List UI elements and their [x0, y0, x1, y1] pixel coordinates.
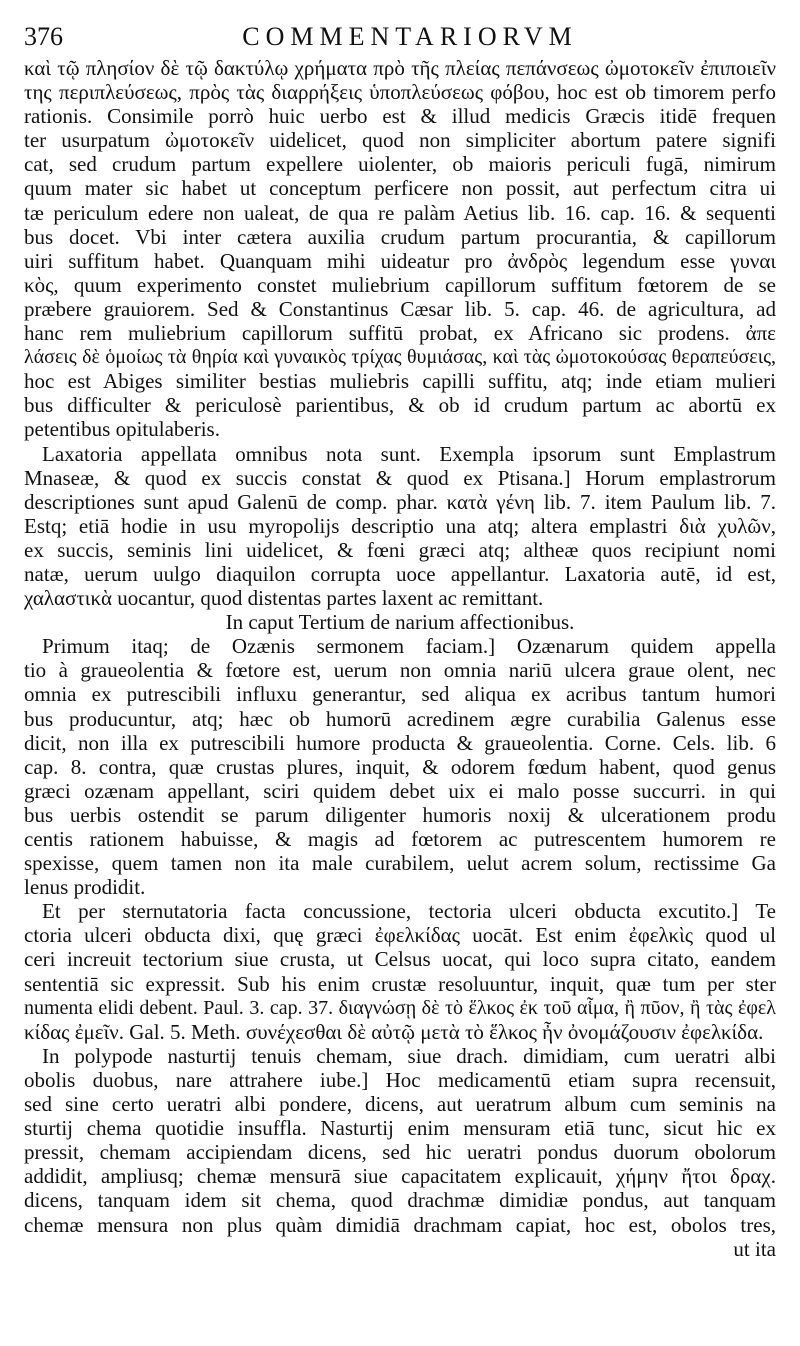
text-line: ex succis, seminis lini uidelicet, & fœni græci atq; altheæ quos recipiunt nomi — [24, 537, 776, 562]
catchword: ut ita — [733, 1236, 776, 1261]
text-line: centis rationem habuisse, & magis ad fœtorem ac putrescentem humorem re — [24, 827, 776, 851]
text-line: bus difficulter & periculosè parientibus, & ob id crudum partum ac abortū ex — [24, 393, 776, 418]
text-line: κίδας ἐμεῖν. Gal. 5. Meth. συνέχεσθαι δὲ αὐτῷ μετὰ τὸ ἕλκος ἦν ὀνομάζουσιν ἐφελκίδα. — [24, 1019, 764, 1044]
text-line: tio à graueolentia & fœtore est, uerum non omnia nariū ulcera graue olent, nec — [24, 658, 776, 683]
text-line: obolis duobus, nare attrahere iube.] Hoc medicamentū etiam supra recensuit, — [24, 1067, 776, 1092]
page-header — [0, 22, 800, 56]
text-line: της περιπλεύσεως, πρὸς τὰς διαρρήξεις ὑποπλεύσεως φόβου, hoc est ob timorem perfo — [24, 80, 776, 105]
text-line: sed sine certo ueratri albi pondere, dicens, aut ueratrum album cum seminis na — [24, 1092, 776, 1117]
text-line: χαλαστικὰ uocantur, quod distentas partes laxent ac remittant. — [24, 586, 544, 611]
text-line: rationis. Consimile porrò huic uerbo est & illud medicis Græcis itidē frequen — [24, 104, 776, 129]
running-title: COMMENTARIORVM — [242, 22, 578, 51]
text-line: λάσεις δὲ ὁμοίως τὰ θηρία καὶ γυναικὸς τρίχας θυμιάσας, καὶ τὰς ὠμοτοκούσας θεραπεύσεις, — [24, 346, 776, 369]
text-line: ctoria ulceri obducta dixi, quę græci ἐφελκίδας uocāt. Est enim ἐφελκὶς quod ul — [24, 923, 776, 948]
text-line: Laxatoria appellata omnibus nota sunt. Exempla ipsorum sunt Emplastrum — [42, 441, 776, 466]
text-line: cap. 8. contra, quæ crustas plures, inquit, & odorem fœdum habent, quod genus — [24, 754, 776, 779]
text-line: ceri increuit tectorium siue crusta, ut Celsus uocat, qui loco supra citato, eandem — [24, 947, 776, 972]
text-line: bus uerbis ostendit se parum diligenter humoris noxij & ulcerationem produ — [24, 802, 776, 827]
text-line: addidit, ampliusq; chemæ mensurā siue capacitatem explicauit, χήμην ἤτοι δραχ. — [24, 1164, 776, 1189]
text-line: sententiā sic expressit. Sub his enim crustæ resoluuntur, inquit, quæ tum per ster — [24, 971, 776, 996]
text-line: Estq; etiā hodie in usu myropolijs descriptio una atq; altera emplastri διὰ χυλῶν, — [24, 513, 776, 538]
page-number: 376 — [24, 22, 63, 51]
text-line: hanc rem muliebrium capillorum suffitū probat, ex Africano sic prodens. ἀπε — [24, 321, 776, 346]
text-line: græci ozænam appellant, sciri quidem debet uix ei malo posse succurri. in qui — [24, 778, 776, 803]
chapter-heading: In caput Tertium de narium affectionibus. — [225, 610, 575, 635]
text-line: κὸς, quum experimento constet muliebrium capillorum suffitum fœtorem de se — [24, 272, 776, 297]
text-line: descriptiones sunt apud Galenū de comp. phar. κατὰ γένη lib. 7. item Paulum lib. 7. — [24, 489, 776, 514]
body-text — [24, 56, 776, 1261]
text-line: spexisse, quem tamen non ita male curabilem, uelut acrem solum, rectissime Ga — [24, 851, 776, 876]
text-line: ter usurpatum ὠμοτοκεῖν uidelicet, quod non simpliciter abortum patere signifi — [24, 128, 776, 153]
text-line: καὶ τῷ πλησίον δὲ τῷ δακτύλῳ χρήματα πρὸ τῆς πλείας πεπάνσεως ὠμοτοκεῖν ἐπιποιεῖν — [24, 56, 776, 80]
text-line: præbere grauiorem. Sed & Constantinus Cæsar lib. 5. cap. 46. de agricultura, ad — [24, 296, 776, 321]
text-line: dicit, non illa ex putrescibili humore producta & graueolentia. Corne. Cels. lib. 6 — [24, 730, 776, 755]
text-line: pressit, chemam accipiendam dicens, sed hic ueratri pondus duorum obolorum — [24, 1140, 776, 1165]
text-line: lenus prodidit. — [24, 875, 146, 900]
text-line: cat, sed crudum partum expellere uiolenter, ob maioris periculi fugā, nimirum — [24, 152, 776, 177]
text-line: Mnaseæ, & quod ex succis constat & quod ex Ptisana.] Horum emplastrorum — [24, 465, 776, 490]
text-line: dicens, tanquam idem sit chema, quod drachmæ dimidiæ pondus, aut tanquam — [24, 1188, 776, 1213]
text-line: numenta elidi debent. Paul. 3. cap. 37. διαγνώσῃ δὲ τὸ ἕλκος ἐκ τοῦ αἷμα, ἢ πῦον, ἢ τὰς ἐφελ — [24, 996, 776, 1019]
text-line: sturtij chema quotidie insuffla. Nasturtij enim mensuram etiā tunc, sicut hic ex — [24, 1116, 776, 1141]
text-line: bus producuntur, atq; hæc ob humorū acredinem ægre curabilia Galenus esse — [24, 706, 776, 731]
text-line: tæ periculum edere non ualeat, de qua re palàm Aetius lib. 16. cap. 16. & sequenti — [24, 200, 776, 225]
text-line: uiri suffitum habet. Quanquam mihi uideatur pro ἀνδρὸς legendum esse γυναι — [24, 248, 776, 273]
text-line: quum mater sic habet ut conceptum perficere non possit, aut perfectum citra ui — [24, 176, 776, 201]
text-line: In polypode nasturtij tenuis chemam, siue drach. dimidiam, cum ueratri albi — [42, 1043, 776, 1068]
text-line: bus docet. Vbi inter cætera auxilia crudum partum procurantia, & capillorum — [24, 224, 776, 249]
text-line: omnia ex putrescibili influxu generantur, sed aliqua ex acribus tantum humori — [24, 682, 776, 707]
text-line: Primum itaq; de Ozænis sermonem faciam.] Ozænarum quidem appella — [42, 634, 776, 659]
text-line: chemæ mensura non plus quàm dimidiā drachmam capiat, hoc est, obolos tres, — [24, 1212, 776, 1237]
text-line: petentibus opitulaberis. — [24, 417, 220, 442]
text-line: hoc est Abiges similiter bestias muliebris capilli suffitu, atq; inde etiam mulieri — [24, 369, 776, 394]
text-line: Et per sternutatoria facta concussione, tectoria ulceri obducta excutito.] Te — [42, 899, 776, 924]
text-line: natæ, uerum uulgo diaquilon corrupta uoce appellantur. Laxatoria autē, id est, — [24, 561, 776, 586]
